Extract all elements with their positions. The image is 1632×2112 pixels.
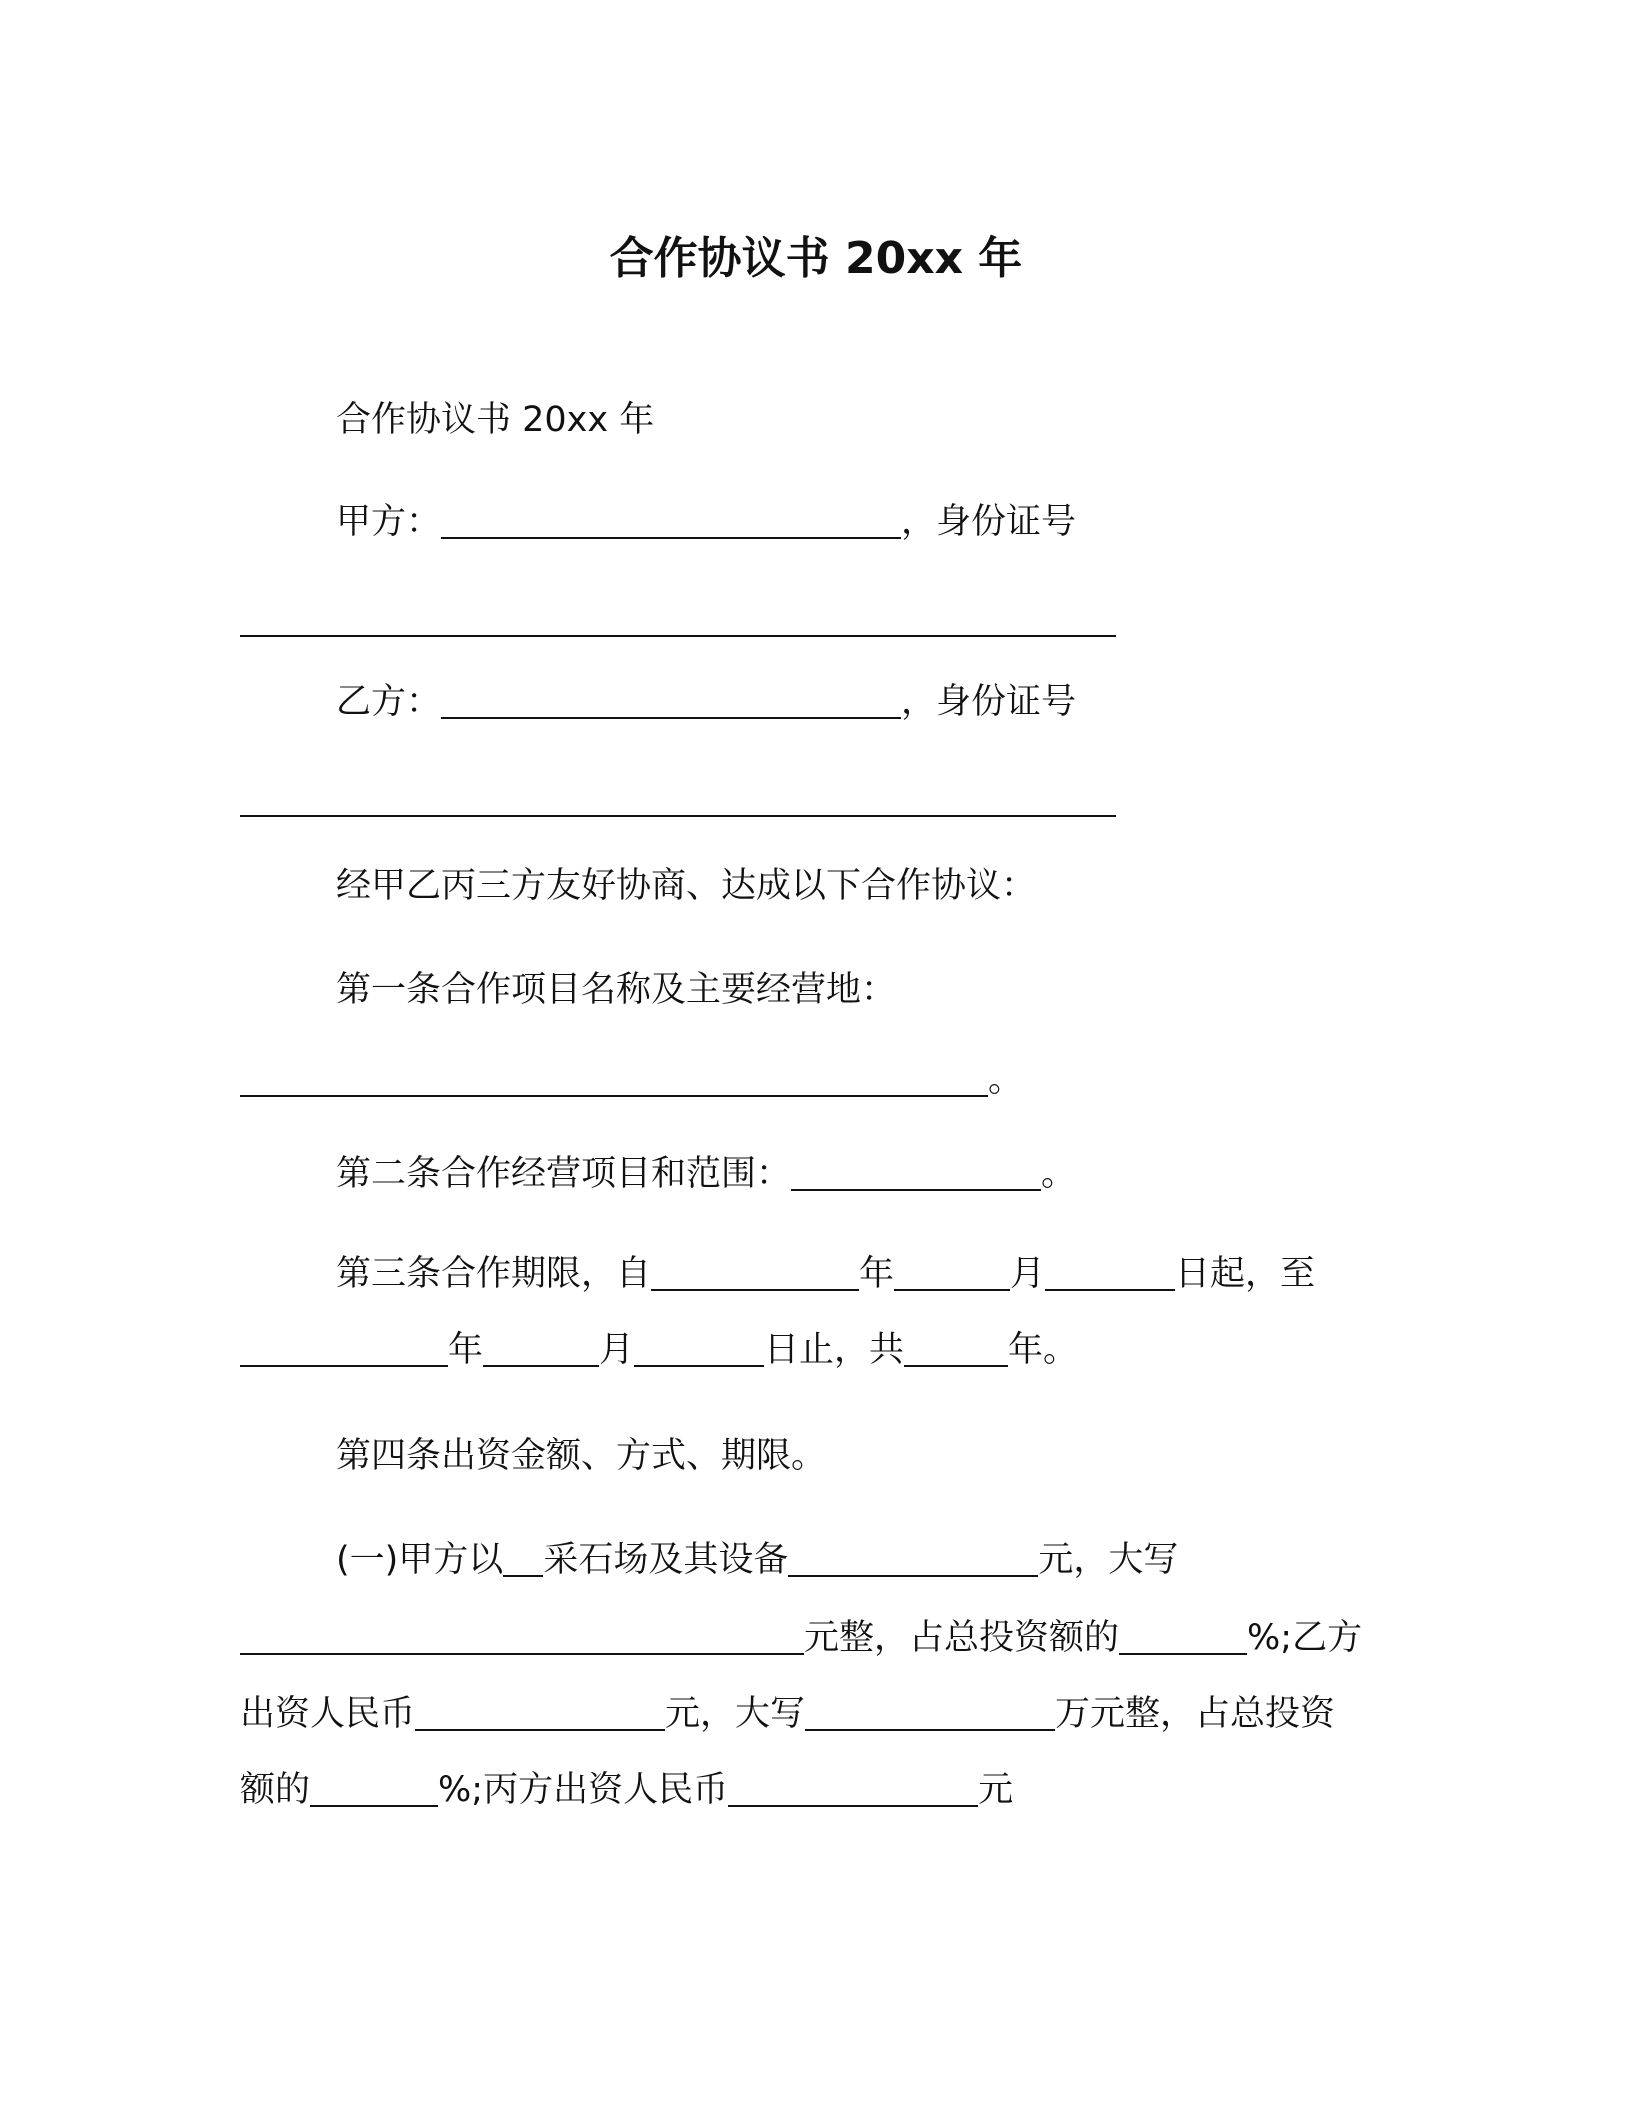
project-name-blank[interactable] — [240, 1059, 988, 1097]
business-scope-blank[interactable] — [791, 1153, 1041, 1191]
yuan-zheng-label: 元整，占总投资额的 — [804, 1618, 1120, 1658]
start-year-blank[interactable] — [651, 1253, 859, 1291]
party-a-amount-words-blank[interactable] — [240, 1617, 804, 1655]
total-years-blank[interactable] — [904, 1329, 1008, 1367]
sub-1-line-1 — [336, 1536, 1178, 1584]
percent-c-label: %;丙方出资人民币 — [438, 1770, 729, 1810]
party-b-id-label: ，身份证号 — [901, 682, 1077, 722]
party-a-id-blank[interactable] — [240, 599, 1116, 637]
party-a-id-label: ，身份证号 — [901, 502, 1077, 542]
percent-b-label: %;乙方 — [1247, 1618, 1363, 1658]
article-3-line-2 — [240, 1326, 1078, 1374]
party-a-id-line — [240, 596, 1116, 644]
article-2-line — [336, 1150, 1076, 1198]
party-b-id-line — [240, 776, 1116, 824]
b-invest-label: 出资人民币 — [240, 1694, 416, 1734]
month-label: 月 — [599, 1330, 635, 1370]
yuan-end-label: 元 — [978, 1770, 1014, 1810]
party-b-line — [336, 678, 1076, 726]
yuan-capital-label: 元，大写 — [1038, 1540, 1179, 1580]
party-a-percent-blank[interactable] — [1119, 1617, 1247, 1655]
end-month-blank[interactable] — [483, 1329, 599, 1367]
article-4-heading: 第四条出资金额、方式、期限。 — [336, 1436, 827, 1476]
party-b-percent-blank[interactable] — [310, 1769, 438, 1807]
asset-text: 采石场及其设备 — [543, 1540, 789, 1580]
start-month-blank[interactable] — [894, 1253, 1010, 1291]
year-label: 年 — [448, 1330, 484, 1370]
party-a-amount-blank[interactable] — [788, 1539, 1038, 1577]
sub-1-line-3 — [240, 1690, 1335, 1738]
article-3-line-1 — [336, 1250, 1315, 1298]
end-year-blank[interactable] — [240, 1329, 448, 1367]
end-day-blank[interactable] — [634, 1329, 764, 1367]
article-1-line — [240, 1056, 1023, 1104]
intro-paragraph: 经甲乙丙三方友好协商、达成以下合作协议： — [336, 866, 1037, 906]
party-b-name-blank[interactable] — [441, 681, 901, 719]
yuan-capital-label: 元，大写 — [665, 1694, 806, 1734]
article-3-label: 第三条合作期限，自 — [336, 1254, 652, 1294]
sub-1-line-2 — [240, 1614, 1362, 1662]
party-b-label: 乙方： — [336, 682, 442, 722]
year-label: 年 — [859, 1254, 895, 1294]
sub-1-line-4 — [240, 1766, 1013, 1814]
party-a-name-blank[interactable] — [441, 501, 901, 539]
share-label: 额的 — [240, 1770, 311, 1810]
party-a-line — [336, 498, 1076, 546]
party-b-id-blank[interactable] — [240, 779, 1116, 817]
day-to-label: 日止，共 — [764, 1330, 905, 1370]
party-a-label: 甲方： — [336, 502, 442, 542]
wan-yuan-label: 万元整，占总投资 — [1055, 1694, 1336, 1734]
party-c-amount-blank[interactable] — [728, 1769, 978, 1807]
month-label: 月 — [1010, 1254, 1046, 1294]
article-1-end: 。 — [988, 1060, 1024, 1100]
party-b-amount-words-blank[interactable] — [805, 1693, 1055, 1731]
heading-repeat: 合作协议书 20xx 年 — [336, 400, 655, 440]
sub-1-label: (一)甲方以 — [336, 1540, 504, 1580]
start-day-blank[interactable] — [1045, 1253, 1175, 1291]
party-a-asset-blank[interactable] — [503, 1539, 543, 1577]
years-end-label: 年。 — [1008, 1330, 1079, 1370]
party-b-amount-blank[interactable] — [415, 1693, 665, 1731]
article-2-end: 。 — [1041, 1154, 1077, 1194]
article-2-label: 第二条合作经营项目和范围： — [336, 1154, 792, 1194]
article-1-heading: 第一条合作项目名称及主要经营地： — [336, 970, 897, 1010]
day-from-label: 日起，至 — [1175, 1254, 1316, 1294]
document-title: 合作协议书 20xx 年 — [609, 233, 1023, 284]
